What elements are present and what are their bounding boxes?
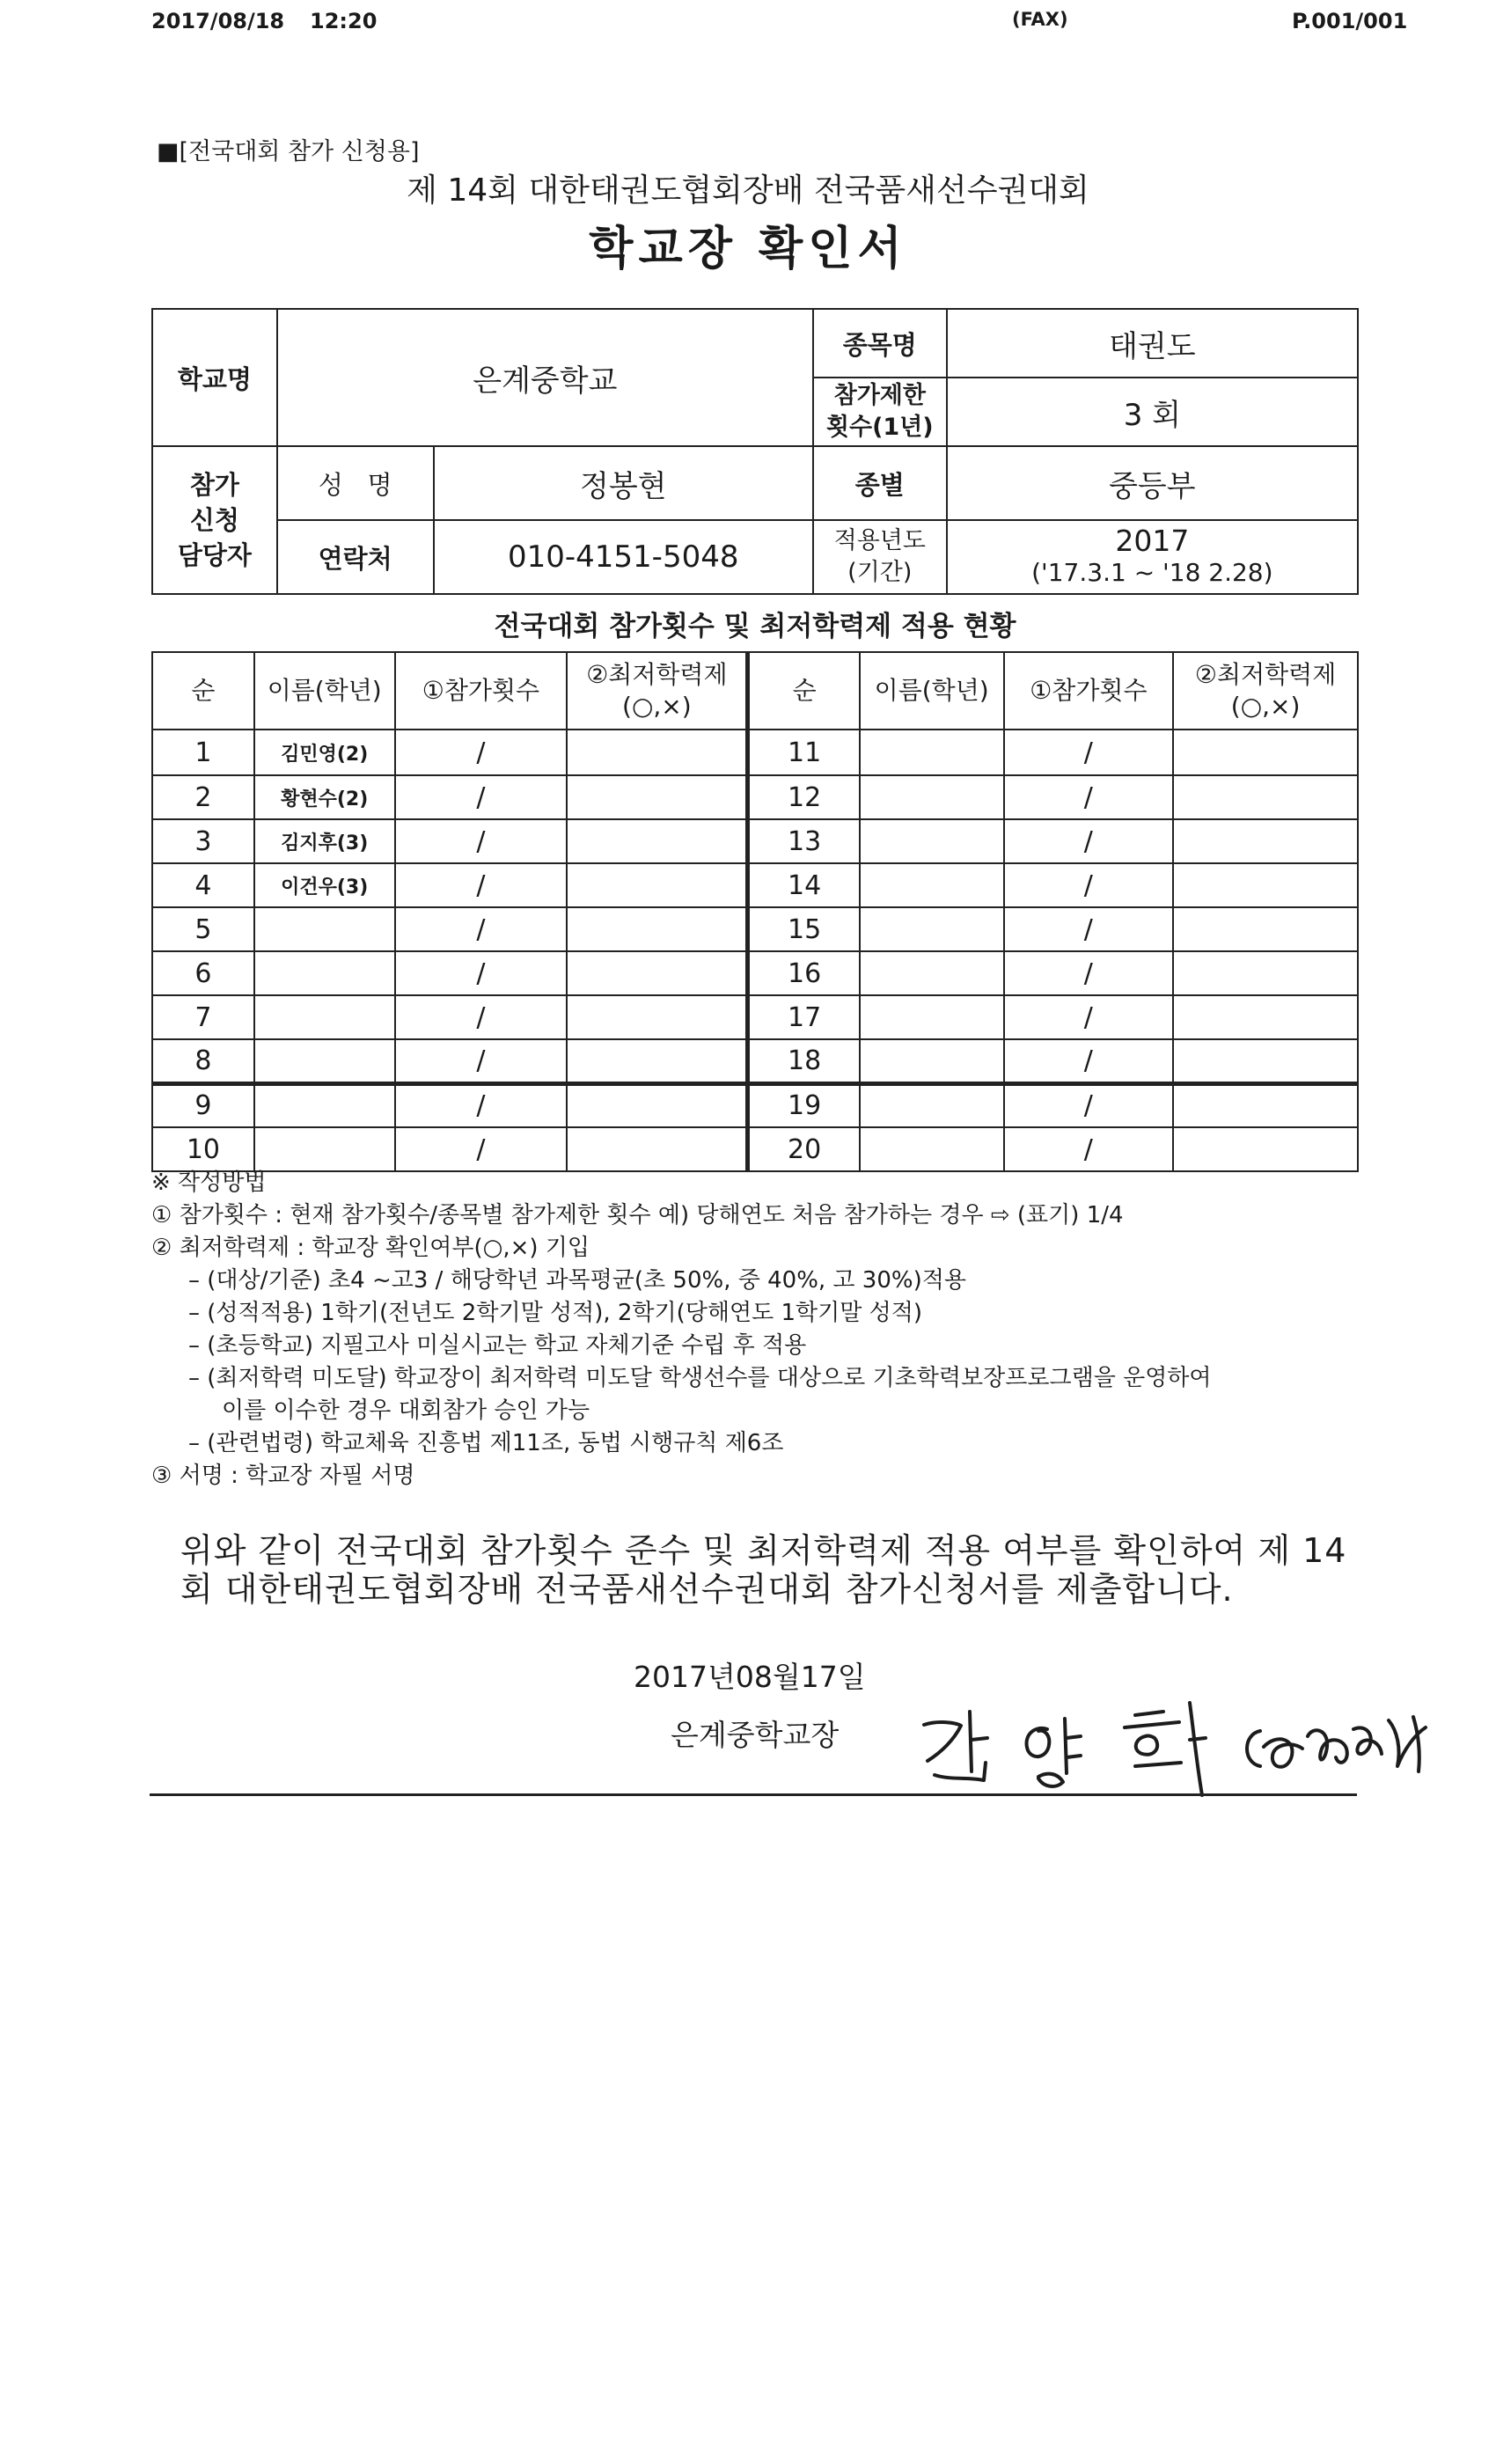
name-label: 성 명 [277, 446, 434, 520]
signoff-date: 2017년08월17일 [634, 1660, 866, 1694]
row-no-right: 12 [748, 775, 860, 819]
row-name-left: 김지후(3) [254, 819, 395, 863]
row-no-left: 3 [152, 819, 254, 863]
instruction-line: – (초등학교) 지필고사 미실시교는 학교 자체기준 수립 후 적용 [188, 1332, 807, 1359]
year-label-line1: 적용년도 [833, 527, 926, 554]
row-count-left: / [395, 995, 568, 1039]
row-min-left [567, 995, 748, 1039]
header-min-left [567, 652, 748, 730]
row-count-right: / [1004, 819, 1174, 863]
row-count-left: / [395, 819, 568, 863]
row-min-left [567, 1083, 748, 1127]
row-min-right [1173, 1039, 1358, 1083]
row-name-left [254, 951, 395, 995]
section-title: 전국대회 참가횟수 및 최저학력제 적용 현황 [494, 611, 1016, 642]
row-name-right [860, 819, 1004, 863]
row-no-left: 4 [152, 863, 254, 907]
row-name-right [860, 1083, 1004, 1127]
table-row [152, 730, 1358, 775]
table-row [152, 1039, 1358, 1083]
row-no-left: 10 [152, 1127, 254, 1171]
row-name-right [860, 863, 1004, 907]
fax-mode: (FAX) [1012, 9, 1068, 30]
table-row [152, 951, 1358, 995]
instruction-line: – (성적적용) 1학기(전년도 2학기말 성적), 2학기(당해연도 1학기말 성적) [188, 1300, 923, 1326]
instruction-line: ① 참가횟수 : 현재 참가횟수/종목별 참가제한 횟수 예) 당해연도 처음 참가하는 경우 ⇨ (표기) 1/4 [151, 1202, 1124, 1228]
row-no-left: 7 [152, 995, 254, 1039]
fax-time: 12:20 [310, 9, 378, 33]
row-no-left: 6 [152, 951, 254, 995]
row-count-right: / [1004, 730, 1174, 775]
row-name-left [254, 995, 395, 1039]
limit-label-line2: 횟수(1년) [825, 414, 934, 441]
table-row [152, 995, 1358, 1039]
row-no-left: 2 [152, 775, 254, 819]
row-count-right: / [1004, 1127, 1174, 1171]
row-name-left [254, 1039, 395, 1083]
row-count-left: / [395, 1083, 568, 1127]
row-no-left: 5 [152, 907, 254, 951]
row-name-left [254, 1083, 395, 1127]
row-name-left: 이건우(3) [254, 863, 395, 907]
participation-table [151, 651, 1359, 1172]
person-label-line2: 신청 [189, 505, 239, 535]
instruction-line: – (최저학력 미도달) 학교장이 최저학력 미도달 학생선수를 대상으로 기초학력보장프로그램을 운영하여 [188, 1365, 1212, 1391]
table-row [152, 775, 1358, 819]
table-row [152, 1127, 1358, 1171]
row-count-right: / [1004, 863, 1174, 907]
row-name-right [860, 907, 1004, 951]
row-name-left [254, 907, 395, 951]
row-no-right: 11 [748, 730, 860, 775]
row-min-right [1173, 995, 1358, 1039]
row-min-left [567, 819, 748, 863]
event-value: 태권도 [947, 309, 1358, 378]
school-value: 은계중학교 [277, 309, 813, 446]
year-label-line2: (기간) [847, 559, 913, 586]
principal-signature [915, 1685, 1443, 1800]
row-count-right: / [1004, 775, 1174, 819]
header-name-left: 이름(학년) [254, 652, 395, 730]
year-label [813, 520, 947, 594]
row-count-right: / [1004, 951, 1174, 995]
row-count-left: / [395, 907, 568, 951]
header-no-right: 순 [748, 652, 860, 730]
row-no-right: 18 [748, 1039, 860, 1083]
row-min-left [567, 1127, 748, 1171]
header-min-right-line2: (○,×) [1230, 692, 1301, 721]
row-no-right: 16 [748, 951, 860, 995]
principal-title: 은계중학교장 [671, 1718, 840, 1752]
contact-value: 010-4151-5048 [434, 520, 813, 594]
row-count-left: / [395, 730, 568, 775]
row-count-right: / [1004, 995, 1174, 1039]
row-no-left: 9 [152, 1083, 254, 1127]
instruction-line: – (대상/기준) 초4 ~고3 / 해당학년 과목평균(초 50%, 중 40%, 고 30%)적용 [188, 1267, 966, 1294]
period-value: ('17.3.1 ~ '18 2.28) [1031, 558, 1273, 587]
table-row [152, 819, 1358, 863]
limit-label [813, 378, 947, 446]
table-row [152, 1083, 1358, 1127]
instruction-line: ③ 서명 : 학교장 자필 서명 [151, 1463, 415, 1489]
row-min-left [567, 951, 748, 995]
row-min-left [567, 863, 748, 907]
page-title: 학교장 확인서 [589, 223, 907, 275]
confirmation-statement: 위와 같이 전국대회 참가횟수 준수 및 최저학력제 적용 여부를 확인하여 제 14회 대한태권도협회장배 전국품새선수권대회 참가신청서를 제출합니다. [180, 1531, 1347, 1609]
row-min-left [567, 775, 748, 819]
row-name-right [860, 951, 1004, 995]
division-value: 중등부 [947, 446, 1358, 520]
instruction-line: ※ 작성방법 [151, 1170, 267, 1196]
row-min-left [567, 907, 748, 951]
limit-label-line1: 참가제한 [833, 382, 926, 409]
row-name-left [254, 1127, 395, 1171]
fax-page: P.001/001 [1292, 9, 1408, 33]
row-count-left: / [395, 1039, 568, 1083]
row-min-right [1173, 819, 1358, 863]
row-no-left: 8 [152, 1039, 254, 1083]
person-label [152, 446, 277, 594]
header-min-left-line1: ②최저학력제 [586, 660, 728, 689]
event-label: 종목명 [813, 309, 947, 378]
division-label: 종별 [813, 446, 947, 520]
row-no-left: 1 [152, 730, 254, 775]
bottom-divider [150, 1793, 1357, 1796]
fax-header [0, 9, 1496, 44]
name-value: 정봉현 [434, 446, 813, 520]
row-name-right [860, 730, 1004, 775]
row-count-left: / [395, 863, 568, 907]
row-min-right [1173, 730, 1358, 775]
contact-label: 연락처 [277, 520, 434, 594]
row-min-left [567, 730, 748, 775]
header-count-left: ①참가횟수 [395, 652, 568, 730]
header-min-right [1173, 652, 1358, 730]
row-name-left: 김민영(2) [254, 730, 395, 775]
instruction-line: ② 최저학력제 : 학교장 확인여부(○,×) 기입 [151, 1235, 590, 1261]
row-name-right [860, 995, 1004, 1039]
header-min-left-line2: (○,×) [622, 692, 692, 721]
instructions [151, 1167, 1366, 1492]
row-min-right [1173, 775, 1358, 819]
table-row [152, 907, 1358, 951]
row-min-right [1173, 1127, 1358, 1171]
row-count-left: / [395, 951, 568, 995]
row-min-right [1173, 863, 1358, 907]
form-tag: ■[전국대회 참가 신청용] [157, 138, 420, 165]
row-min-left [567, 1039, 748, 1083]
row-no-right: 20 [748, 1127, 860, 1171]
row-min-right [1173, 1083, 1358, 1127]
row-no-right: 13 [748, 819, 860, 863]
applicant-info-table [151, 308, 1359, 595]
instruction-line: – (관련법령) 학교체육 진흥법 제11조, 동법 시행규칙 제6조 [188, 1430, 784, 1456]
row-name-right [860, 775, 1004, 819]
year-cell [947, 520, 1358, 594]
row-name-left: 황현수(2) [254, 775, 395, 819]
row-min-right [1173, 951, 1358, 995]
row-count-left: / [395, 1127, 568, 1171]
row-name-right [860, 1039, 1004, 1083]
row-no-right: 17 [748, 995, 860, 1039]
person-label-line3: 담당자 [177, 540, 252, 570]
fax-date: 2017/08/18 [151, 9, 285, 33]
person-label-line1: 참가 [189, 470, 239, 500]
year-value: 2017 [1115, 524, 1190, 558]
row-no-right: 15 [748, 907, 860, 951]
row-count-right: / [1004, 1083, 1174, 1127]
instruction-line: 이를 이수한 경우 대회참가 승인 가능 [222, 1397, 590, 1424]
school-label: 학교명 [152, 309, 277, 446]
row-no-right: 19 [748, 1083, 860, 1127]
row-count-right: / [1004, 1039, 1174, 1083]
table-row [152, 863, 1358, 907]
row-count-left: / [395, 775, 568, 819]
limit-value: 3 회 [947, 378, 1358, 446]
row-count-right: / [1004, 907, 1174, 951]
header-count-right: ①참가횟수 [1004, 652, 1174, 730]
header-min-right-line1: ②최저학력제 [1194, 660, 1337, 689]
header-name-right: 이름(학년) [860, 652, 1004, 730]
row-no-right: 14 [748, 863, 860, 907]
competition-subtitle: 제 14회 대한태권도협회장배 전국품새선수권대회 [407, 172, 1089, 209]
row-name-right [860, 1127, 1004, 1171]
header-no-left: 순 [152, 652, 254, 730]
row-min-right [1173, 907, 1358, 951]
